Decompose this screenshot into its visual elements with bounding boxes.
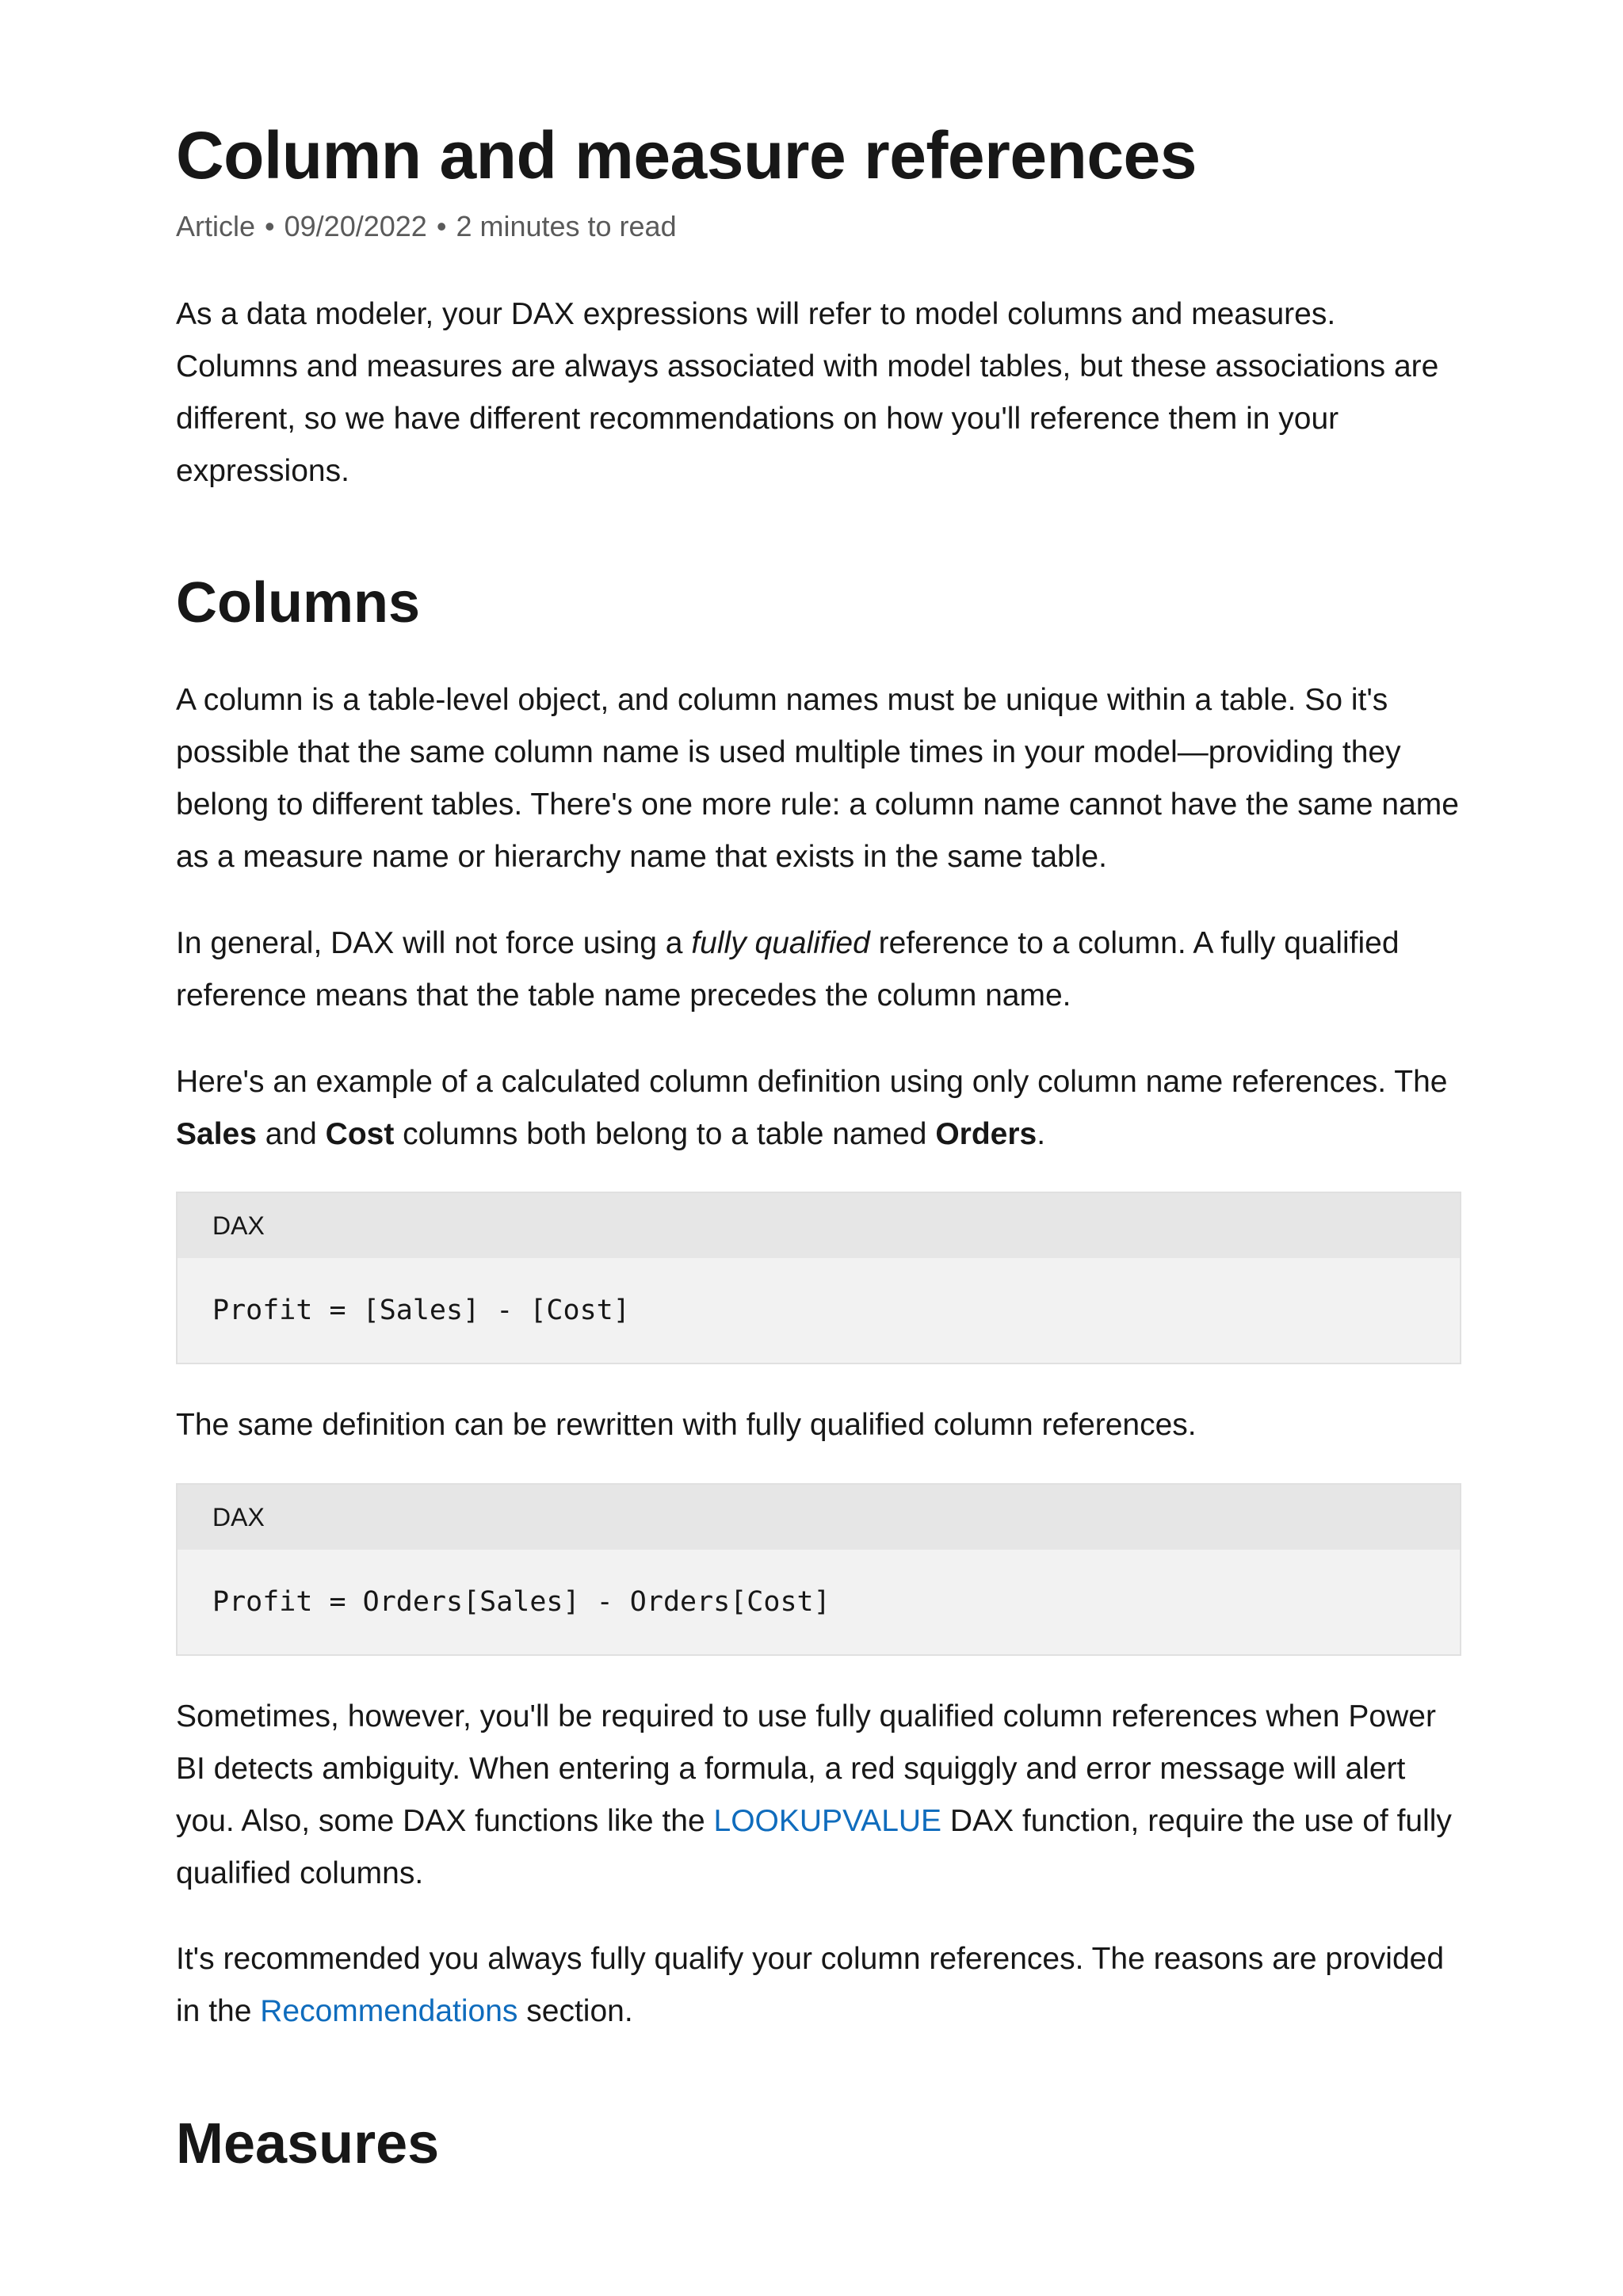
article-type: Article	[176, 210, 256, 242]
text-run: In general, DAX will not force using a	[176, 926, 692, 960]
code-language-label: DAX	[178, 1193, 1460, 1258]
intro-paragraph: As a data modeler, your DAX expressions will refer to model columns and measures. Columns and measures are always associated with model tables, but these associations are different, so we have different recommendations on how you'll reference them in your expressions.	[176, 297, 1439, 488]
text-run: section.	[517, 1994, 633, 2028]
columns-paragraph-4: The same definition can be rewritten with fully qualified column references.	[176, 1408, 1197, 1442]
article-meta	[176, 208, 677, 246]
columns-paragraph-2	[176, 917, 1460, 1022]
text-run: reference to a column. A fully qualified reference means that the table name precedes the column name.	[176, 926, 1400, 1013]
lookupvalue-link[interactable]: LOOKUPVALUE	[713, 1804, 942, 1838]
read-time: 2 minutes to read	[456, 210, 677, 242]
emphasis-text: fully qualified	[691, 926, 870, 960]
article-date: 09/20/2022	[284, 210, 427, 242]
columns-paragraph-5	[176, 1691, 1460, 1900]
code-block-1	[176, 1192, 1461, 1364]
text-run: columns both belong to a table named	[394, 1117, 936, 1151]
code-content[interactable]: Profit = [Sales] - [Cost]	[212, 1295, 630, 1326]
bold-text: Cost	[325, 1117, 395, 1151]
bold-text: Sales	[176, 1117, 257, 1151]
columns-paragraph-1: A column is a table-level object, and column names must be unique within a table. So it's possible that the same column name is used multiple times in your model—providing they belong to different tables. There's one more rule: a column name cannot have the same name as a measure name or hierarchy name that exists in the same table.	[176, 683, 1459, 874]
meta-separator: •	[436, 210, 447, 242]
text-run: Here's an example of a calculated column definition using only column name references. The	[176, 1065, 1448, 1099]
columns-paragraph-3	[176, 1056, 1460, 1161]
columns-heading: Columns	[176, 571, 421, 635]
code-language-label: DAX	[178, 1485, 1460, 1550]
text-run: It's recommended you always fully qualify your column references. The reasons are provided in the	[176, 1942, 1445, 2028]
code-content[interactable]: Profit = Orders[Sales] - Orders[Cost]	[212, 1586, 831, 1618]
text-run: .	[1037, 1117, 1046, 1151]
text-run: and	[256, 1117, 326, 1151]
bold-text: Orders	[935, 1117, 1037, 1151]
code-block-2	[176, 1483, 1461, 1656]
recommendations-link[interactable]: Recommendations	[260, 1994, 518, 2028]
text-run: DAX function, require the use of fully qualified columns.	[176, 1804, 1452, 1890]
text-run: Sometimes, however, you'll be required to use fully qualified column references when Power BI detects ambiguity. When entering a formula, a red squiggly and error message will alert you. Also, some DAX functions like the	[176, 1699, 1436, 1838]
measures-heading: Measures	[176, 2112, 440, 2176]
page-title: Column and measure references	[176, 118, 1197, 193]
columns-paragraph-6	[176, 1933, 1460, 2038]
meta-separator: •	[265, 210, 275, 242]
